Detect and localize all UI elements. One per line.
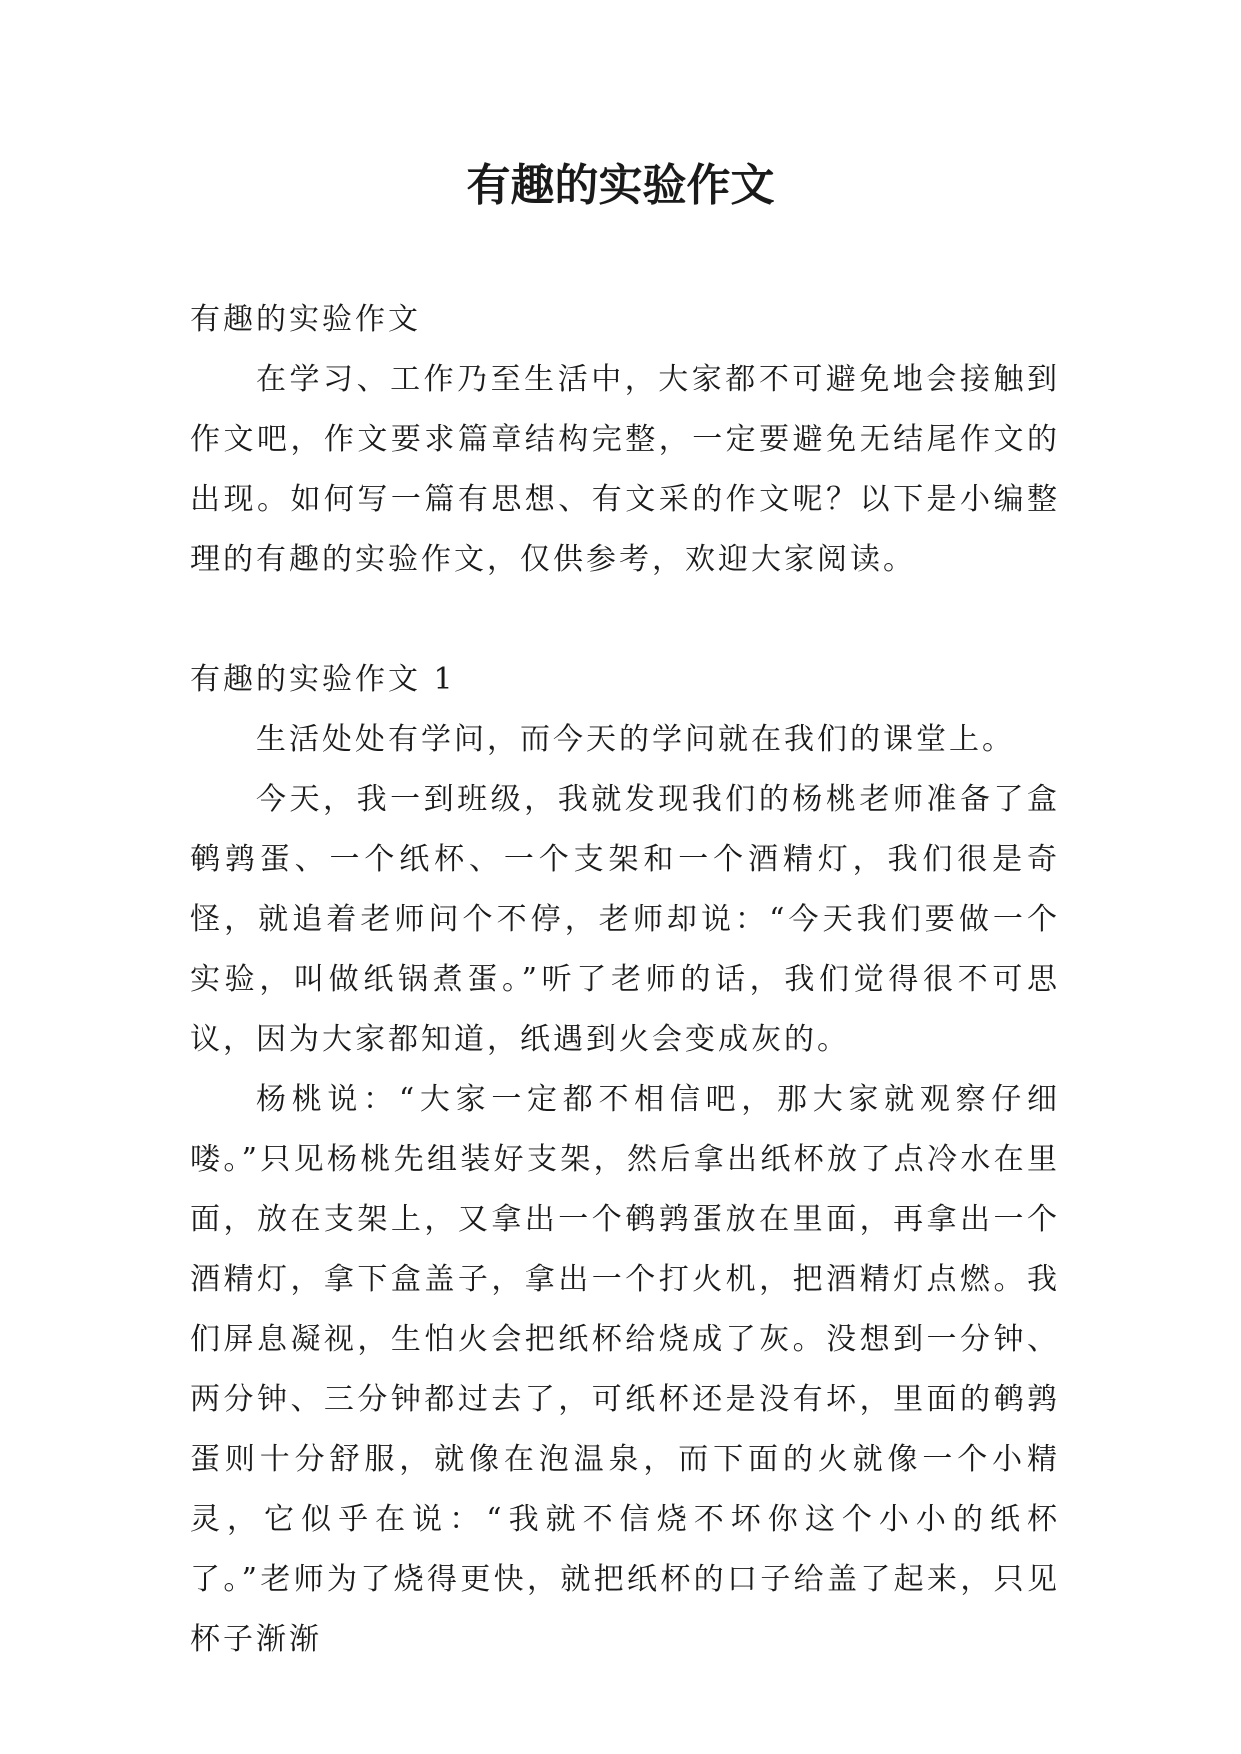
body-paragraph-1: 生活处处有学问，而今天的学问就在我们的课堂上。	[256, 722, 1015, 757]
intro-paragraph: 在学习、工作乃至生活中，大家都不可避免地会接触到作文吧，作文要求篇章结构完整，一定要避免无结尾作文的出现。如何写一篇有思想、有文采的作文呢？以下是小编整理的有趣的实验作文，仅供参考，欢迎大家阅读。	[190, 362, 1060, 577]
section-heading: 有趣的实验作文 1	[190, 662, 456, 697]
document-body	[190, 290, 1060, 1670]
intro-heading: 有趣的实验作文	[190, 302, 421, 337]
paragraph-spacer	[190, 590, 1060, 650]
body-paragraph-3: 杨桃说：“大家一定都不相信吧，那大家就观察仔细喽。”只见杨桃先组装好支架，然后拿出纸杯放了点冷水在里面，放在支架上，又拿出一个鹌鹑蛋放在里面，再拿出一个酒精灯，拿下盒盖子，拿出一个打火机，把酒精灯点燃。我们屏息凝视，生怕火会把纸杯给烧成了灰。没想到一分钟、两分钟、三分钟都过去了，可纸杯还是没有坏，里面的鹌鹑蛋则十分舒服，就像在泡温泉，而下面的火就像一个小精灵，它似乎在说：“我就不信烧不坏你这个小小的纸杯了。”老师为了烧得更快，就把纸杯的口子给盖了起来，只见杯子渐渐	[190, 1082, 1060, 1657]
body-paragraph-2: 今天，我一到班级，我就发现我们的杨桃老师准备了盒鹌鹑蛋、一个纸杯、一个支架和一个酒精灯，我们很是奇怪，就追着老师问个不停，老师却说：“今天我们要做一个实验，叫做纸锅煮蛋。”听了老师的话，我们觉得很不可思议，因为大家都知道，纸遇到火会变成灰的。	[190, 782, 1060, 1057]
document-title: 有趣的实验作文	[466, 160, 775, 211]
